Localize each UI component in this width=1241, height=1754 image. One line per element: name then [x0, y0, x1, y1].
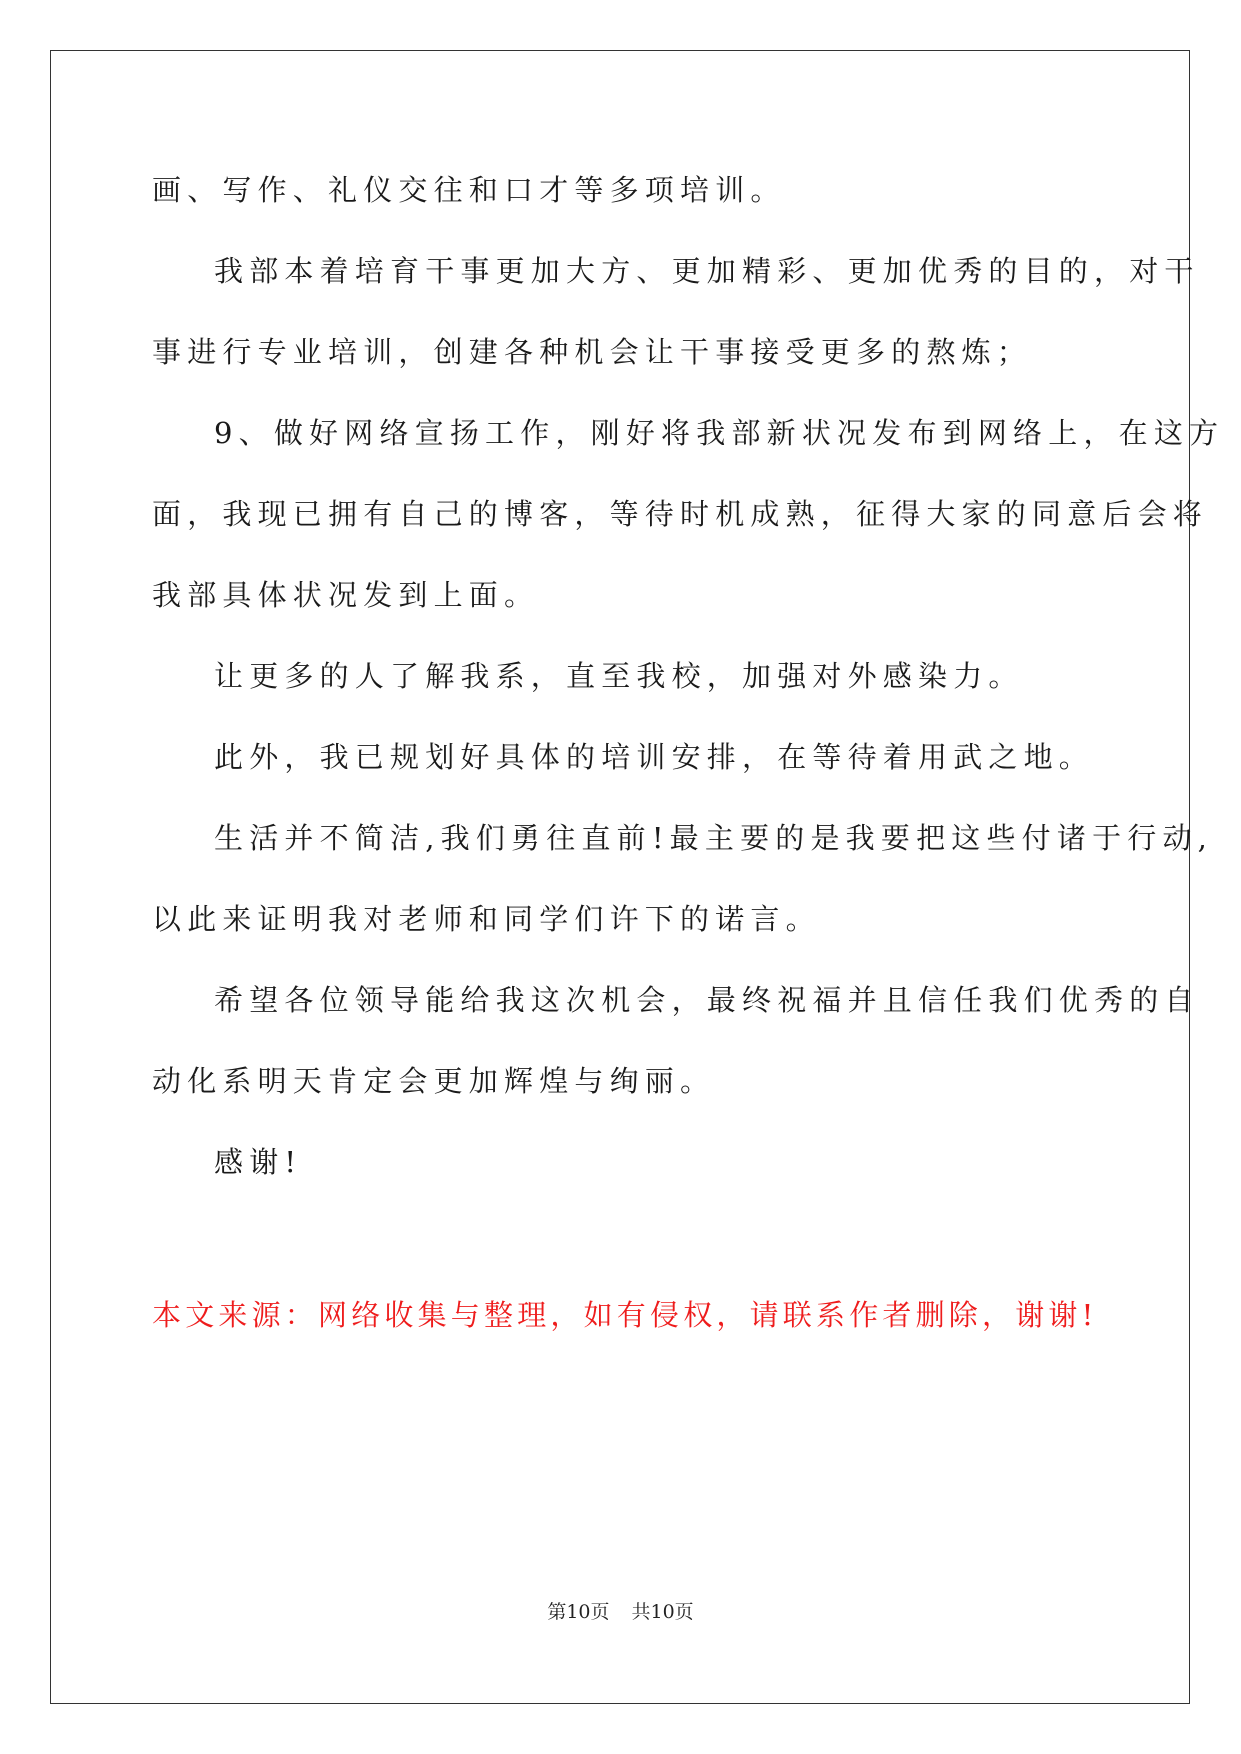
source-notice: 本文来源：网络收集与整理，如有侵权，请联系作者删除，谢谢!: [152, 1298, 1098, 1332]
page-frame: [50, 50, 1190, 1704]
paragraph-line: 面，我现已拥有自己的博客，等待时机成熟，征得大家的同意后会将: [152, 497, 1209, 531]
paragraph-line: 我部具体状况发到上面。: [152, 578, 540, 612]
paragraph-line: 生活并不简洁,我们勇往直前!最主要的是我要把这些付诸于行动,: [214, 821, 1214, 855]
closing-line: 感谢!: [214, 1145, 303, 1179]
paragraph-line: 希望各位领导能给我这次机会，最终祝福并且信任我们优秀的自: [214, 983, 1200, 1017]
page-number-total: 共10页: [631, 1601, 694, 1623]
paragraph-line: 此外，我已规划好具体的培训安排，在等待着用武之地。: [214, 740, 1095, 774]
paragraph-line: 动化系明天肯定会更加辉煌与绚丽。: [152, 1064, 716, 1098]
paragraph-line: 画、写作、礼仪交往和口才等多项培训。: [152, 173, 786, 207]
paragraph-line: 事进行专业培训，创建各种机会让干事接受更多的熬炼；: [152, 335, 1033, 369]
page-number-current: 第10页: [547, 1601, 610, 1623]
paragraph-line: 9、做好网络宣扬工作，刚好将我部新状况发布到网络上，在这方: [214, 416, 1225, 450]
paragraph-line: 让更多的人了解我系，直至我校，加强对外感染力。: [214, 659, 1024, 693]
paragraph-line: 我部本着培育干事更加大方、更加精彩、更加优秀的目的，对干: [214, 254, 1200, 288]
paragraph-line: 以此来证明我对老师和同学们许下的诺言。: [152, 902, 821, 936]
page-footer: [0, 1600, 1241, 1624]
